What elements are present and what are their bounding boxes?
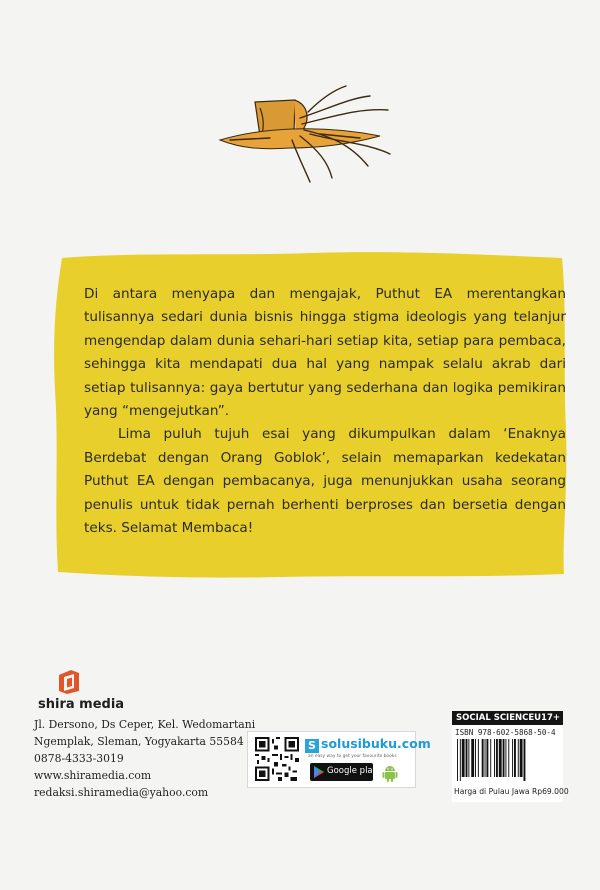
genre-label: SOCIAL SCIENCE	[456, 713, 535, 723]
price-label: Harga di Pulau Jawa Rp69.000	[454, 787, 569, 796]
genre-bar	[452, 711, 563, 725]
solusibuku-logo-icon: S	[305, 739, 319, 753]
google-play-badge	[310, 763, 378, 781]
age-rating: U17+	[534, 713, 560, 723]
publisher-address	[34, 716, 255, 801]
android-icon	[382, 765, 398, 782]
publisher-name: shira media	[38, 697, 125, 712]
back-cover-blurb	[84, 283, 566, 540]
address-line: Ngemplak, Sleman, Yogyakarta 55584	[34, 735, 244, 748]
email: redaksi.shiramedia@yahoo.com	[34, 786, 209, 799]
qr-code-icon	[255, 737, 299, 781]
blurb-paragraph-2: Lima puluh tujuh esai yang dikumpulkan dalam ‘Enaknya Berdebat dengan Orang Goblok’, selain memaparkan kedekatan Puthut EA dengan pembacanya, juga menunjukkan usaha seorang penulis untuk tidak pernah berhenti berproses dan bersetia dengan teks. Selamat Membaca!	[84, 426, 566, 537]
solusibuku-brand: solusibuku.com	[321, 736, 431, 751]
squid-illustration	[200, 78, 400, 188]
address-line: Jl. Dersono, Ds Ceper, Kel. Wedomartani	[34, 718, 256, 731]
google-play-label: Google play	[327, 766, 378, 776]
barcode-icon	[456, 739, 559, 781]
google-play-icon	[314, 766, 324, 778]
phone-number: 0878-4333-3019	[34, 752, 124, 765]
website: www.shiramedia.com	[34, 769, 152, 782]
isbn-barcode-panel	[452, 711, 569, 802]
solusibuku-tagline: an easy way to get your favourite books	[308, 754, 397, 759]
isbn-number: ISBN 978-602-5868-50-4	[455, 728, 556, 737]
blurb-paragraph-1: Di antara menyapa dan mengajak, Puthut EA merentangkan tulisannya sedari dunia bisnis hingga stigma ideologis yang telanjur mengendap dalam dunia sehari-hari setiap kita, setiap para pembaca, sehingga kita mendapati dua hal yang nampak selalu akrab dari setiap tulisannya: gaya bertutur yang sederhana dan logika pemikiran yang “mengejutkan”.	[84, 286, 566, 420]
solusibuku-promo	[247, 731, 431, 788]
shira-media-logo-icon	[56, 667, 82, 695]
